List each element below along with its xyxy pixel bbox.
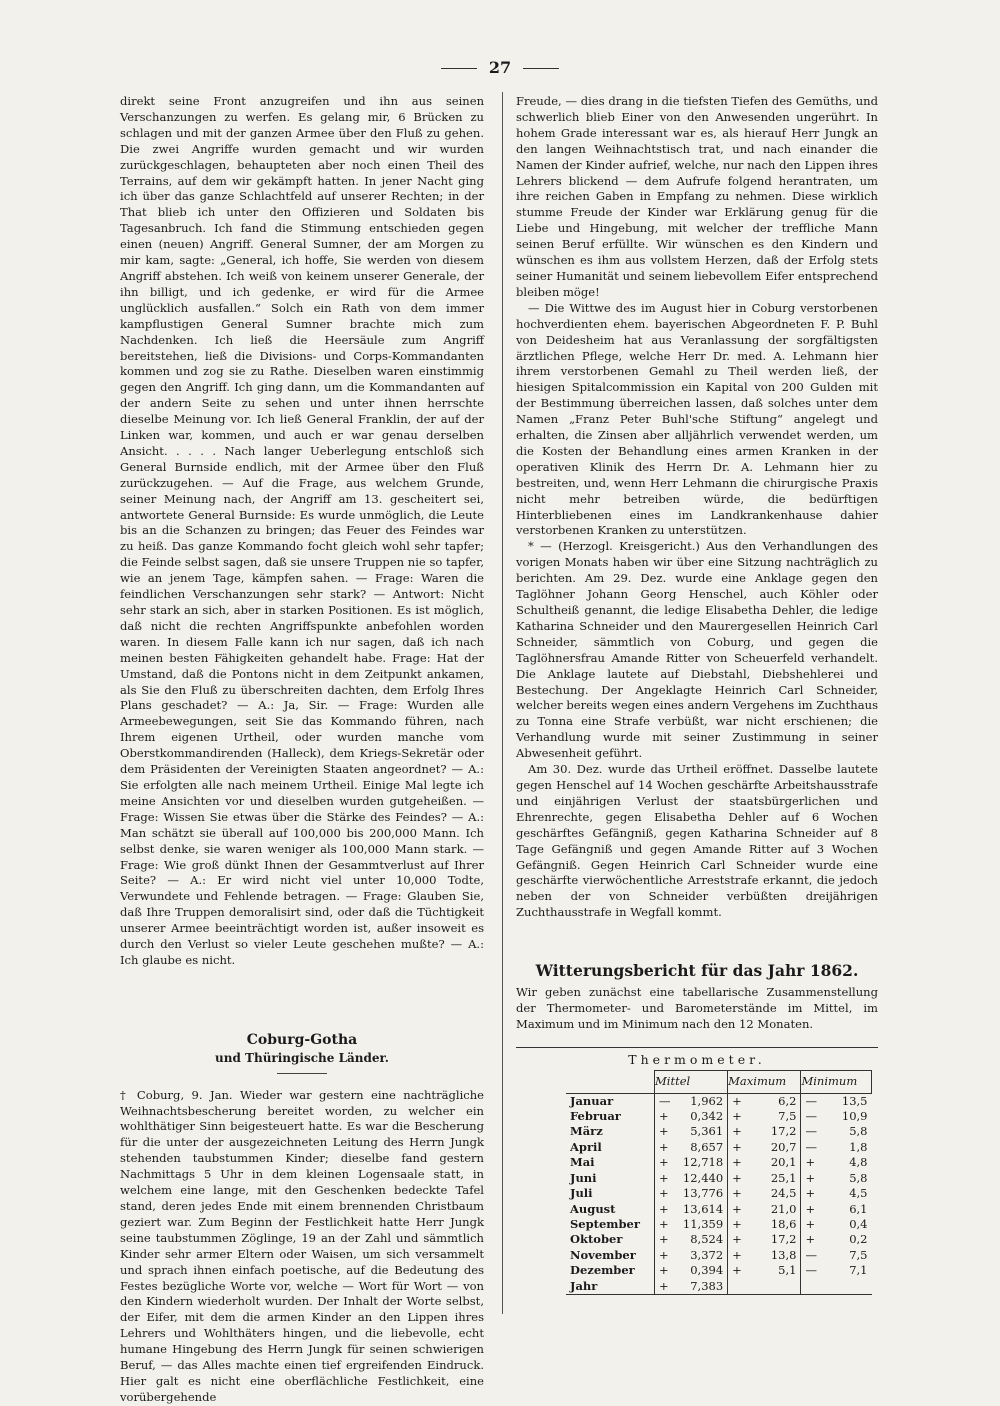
sign: + [805, 1155, 816, 1170]
thermometer-table [566, 1070, 872, 1295]
minimum-cell [801, 1124, 872, 1139]
sign: — [659, 1093, 671, 1108]
sign: + [659, 1263, 669, 1278]
minimum-cell [801, 1248, 872, 1263]
maximum-cell [728, 1248, 801, 1263]
minimum-cell [801, 1109, 872, 1124]
value: 13,8 [770, 1247, 797, 1262]
month-cell: Januar [570, 1093, 614, 1108]
value: 0,342 [690, 1109, 724, 1124]
month-cell: September [570, 1216, 640, 1231]
mittel-cell [655, 1124, 728, 1139]
court-verdict-article: Am 30. Dez. wurde das Urtheil eröffnet. Dasselbe lautete gegen Henschel auf 14 Wochen geschärfte Arbeitshausstrafe und einjährigen Verlust der staatsbürgerlichen und Ehrenrechte, gegen Elisabetha Dehler auf 6 Wochen geschärftes Gefängniß, gegen Katharina Schneider auf 8 Tage Gefängniß und gegen Amande Ritter auf 3 Wochen Gefängniß. Gegen Heinrich Carl Schneider wurde eine geschärfte vierwöchentliche Arreststrafe erkannt, die jedoch neben der von Schneider verbüßten dreijährigen Zuchthausstrafe in Wegfall kommt. [516, 762, 878, 920]
sign: + [732, 1170, 742, 1185]
minimum-cell [801, 1232, 872, 1247]
mittel-cell [655, 1155, 728, 1170]
sign: — [805, 1139, 817, 1154]
value: 6,1 [849, 1201, 868, 1216]
value: 3,372 [690, 1247, 724, 1262]
table-row [566, 1217, 872, 1232]
value: 21,0 [770, 1201, 797, 1216]
month-cell: Mai [570, 1155, 595, 1170]
mittel-cell [655, 1109, 728, 1124]
mittel-cell [655, 1279, 728, 1295]
sign: + [732, 1155, 742, 1170]
mittel-cell [655, 1186, 728, 1201]
section-subtitle: und Thüringische Länder. [120, 1051, 484, 1074]
sign: — [805, 1109, 817, 1124]
maximum-cell [728, 1279, 801, 1295]
maximum-cell [728, 1171, 801, 1186]
left-column [120, 94, 484, 1406]
value: 12,440 [682, 1170, 724, 1185]
sign: + [805, 1232, 816, 1247]
table-row [566, 1248, 872, 1263]
thermometer-heading: Thermometer. [516, 1047, 878, 1068]
value: 13,614 [682, 1201, 724, 1216]
minimum-cell [801, 1186, 872, 1201]
maximum-cell [728, 1202, 801, 1217]
maximum-cell [728, 1093, 801, 1109]
table-row [566, 1186, 872, 1201]
sign: — [805, 1247, 817, 1262]
minimum-cell [801, 1263, 872, 1278]
table-row [566, 1263, 872, 1278]
coburg-article-text: † Coburg, 9. Jan. Wieder war gestern eine nachträgliche Weihnachtsbescherung bereitet worden, zu welcher ein wohlthätiger Sinn beigesteuert hatte. Es war die Bescherung für die unter der ausgezeichneten Leitung des Herrn Jungk stehenden taubstummen Kinder; dieselbe fand gestern Nachmittags 5 Uhr in dem kleinen Logensaale statt, in welchem eine lange, mit den Geschenken bedeckte Tafel stand, deren jedes Ende mit einem brennenden Christbaum geziert war. Zum Beginn der Festlichkeit hatte Herr Jungk seine taubstummen Zöglinge, 19 an der Zahl und sämmtlich Kinder sehr armer Eltern oder Waisen, um sich versammelt und sprach ihnen einfach poetische, auf die Bedeutung des Festes bezügliche Worte vor, welche — Wort für Wort — von den Kindern wiederholt wurden. Der Inhalt der Worte selbst, der Eifer, mit dem die armen Kinder an den Lippen ihres Lehrers und Wohlthäters hingen, und die liebevolle, echt humane Hingebung des Herrn Jungk für seinen schwierigen Beruf, — das Alles machte einen tief ergreifenden Eindruck. Hier galt es nicht eine oberflächliche Festlichkeit, eine vorübergehende [120, 1087, 484, 1404]
month-cell: März [570, 1124, 603, 1139]
sign: + [659, 1155, 669, 1170]
maximum-cell [728, 1232, 801, 1247]
value: 12,718 [682, 1155, 724, 1170]
value: 5,361 [690, 1124, 724, 1139]
value: 7,5 [849, 1247, 868, 1262]
value: 17,2 [770, 1232, 797, 1247]
right-column [516, 94, 878, 1295]
minimum-cell [801, 1093, 872, 1109]
mittel-cell [655, 1202, 728, 1217]
sign: — [805, 1124, 817, 1139]
value: 10,9 [841, 1109, 868, 1124]
maximum-cell [728, 1155, 801, 1170]
value: 20,7 [770, 1139, 797, 1154]
buhl-foundation-article: — Die Wittwe des im August hier in Coburg verstorbenen hochverdienten ehem. bayerischen Abgeordneten F. P. Buhl von Deidesheim hat aus Veranlassung der sorgfältigsten ärztlichen Pflege, welche Herr Dr. med. A. Lehmann hier ihrem verstorbenen Gemahl zu Theil werden ließ, der hiesigen Spitalcommission ein Kapital von 200 Gulden mit der Bestimmung überreichen lassen, daß solches unter dem Namen „Franz Peter Buhl'sche Stiftung“ angelegt und erhalten, die Zinsen aber alljährlich verwendet werden, um die Kosten der Behandlung eines armen Kranken in der operativen Klinik des Herrn Dr. A. Lehmann hier zu bestreiten, und, wenn Herr Lehmann die chirurgische Praxis nicht mehr betreiben würde, die bedürftigen Hinterbliebenen eines im Landkrankenhause dahier verstorbenen Kranken zu unterstützen. [516, 300, 878, 538]
mittel-cell [655, 1263, 728, 1278]
table-row [566, 1155, 872, 1170]
sign: + [732, 1093, 742, 1108]
sign: + [805, 1170, 816, 1185]
sign: + [732, 1201, 742, 1216]
minimum-cell [801, 1217, 872, 1232]
sign: — [805, 1263, 817, 1278]
value: 0,4 [849, 1216, 868, 1231]
sign: + [659, 1109, 669, 1124]
value: 1,8 [849, 1139, 868, 1154]
month-cell: Jahr [566, 1279, 655, 1295]
minimum-cell [801, 1279, 872, 1295]
table-row [566, 1232, 872, 1247]
value: 5,8 [849, 1170, 868, 1185]
maximum-cell [728, 1263, 801, 1278]
value: 8,524 [690, 1232, 724, 1247]
value: 13,5 [841, 1093, 868, 1108]
value: 24,5 [770, 1186, 797, 1201]
sign: + [659, 1247, 669, 1262]
sign: + [732, 1247, 742, 1262]
maximum-cell [728, 1109, 801, 1124]
minimum-cell [801, 1155, 872, 1170]
value: 4,5 [849, 1186, 868, 1201]
sign: + [732, 1139, 742, 1154]
value: 0,2 [849, 1232, 868, 1247]
sign: + [732, 1263, 742, 1278]
sign: + [659, 1186, 669, 1201]
maximum-cell [728, 1140, 801, 1155]
value: 7,1 [849, 1263, 868, 1278]
sign: + [732, 1109, 742, 1124]
mittel-cell [655, 1171, 728, 1186]
sign: + [732, 1216, 742, 1231]
column-divider [502, 92, 503, 1314]
value: 6,2 [778, 1093, 797, 1108]
article-continuation: Freude, — dies drang in die tiefsten Tiefen des Gemüths, und schwerlich blieb Einer von den Anwesenden ungerührt. In hohem Grade interessant war es, als hierauf Herr Jungk an den langen Weihnachtstisch trat, und nach einander die Namen der Kinder aufrief, welche, nur nach den Lippen ihres Lehrers blickend — dem Aufrufe folgend herantraten, um ihre reichen Gaben in Empfang zu nehmen. Diese wirklich stumme Freude der Kinder war Erklärung genug für die Liebe und Hingebung, mit welcher der treffliche Mann seinen Beruf erfüllte. Wir wünschen es den Kindern und wünschen es ihm aus vollstem Herzen, daß der Erfolg stets seiner Humanität und seinem liebevollem Eifer entsprechend bleiben möge! [516, 94, 878, 299]
value: 0,394 [690, 1263, 724, 1278]
sign: + [659, 1124, 669, 1139]
court-report-article: * — (Herzogl. Kreisgericht.) Aus den Verhandlungen des vorigen Monats haben wir über eine Sitzung nachträglich zu berichten. Am 29. Dez. wurde eine Anklage gegen den Taglöhner Johann Georg Henschel, auch Köhler oder Schultheiß genannt, die ledige Elisabetha Dehler, die ledige Katharina Schneider und den Maurergesellen Heinrich Carl Schneider, sämmtlich von Coburg, und gegen die Taglöhnersfrau Amande Ritter von Scheuerfeld verhandelt. Die Anklage lautete auf Diebstahl, Diebshehlerei und Bestechung. Der Angeklagte Heinrich Carl Schneider, welcher bereits wegen eines andern Vergehens im Zuchthaus zu Tonna eine Strafe verbüßt, war nicht erschienen; die Verhandlung wurde mit seiner Zustimmung in seiner Abwesenheit geführt. [516, 539, 878, 761]
table-row [566, 1140, 872, 1155]
mittel-cell [655, 1248, 728, 1263]
table-row [566, 1202, 872, 1217]
value: 5,1 [778, 1263, 797, 1278]
mittel-cell [655, 1232, 728, 1247]
value: 20,1 [770, 1155, 797, 1170]
page-number: 27 [0, 58, 1000, 77]
value: 18,6 [770, 1216, 797, 1231]
sign: + [659, 1216, 669, 1231]
table-row [566, 1093, 872, 1109]
burnside-testimony-text: direkt seine Front anzugreifen und ihn aus seinen Verschanzungen zu werfen. Es gelang mir, 6 Brücken zu schlagen und mit der ganzen Armee über den Fluß zu gehen. Die zwei Angriffe wurden gemacht und wir wurden zurückgeschlagen, behaupteten aber noch einen Theil des Terrains, auf dem wir gekämpft hatten. In jener Nacht ging ich über das ganze Schlachtfeld auf unserer Rechten; in der That blieb ich unter den Offizieren und Soldaten bis Tagesanbruch. Ich fand die Stimmung entschieden gegen einen (neuen) Angriff. General Sumner, der am Morgen zu mir kam, sagte: „General, ich hoffe, Sie werden von diesem Angriff abstehen. Ich weiß von keinem unserer Generale, der ihn billigt, und ich gedenke, er wird für die Armee unglücklich ausfallen.“ Solch ein Rath von dem immer kampflustigen General Sumner brachte mich zum Nachdenken. Ich ließ die Heersäule zum Angriff bereitstehen, ließ die Divisions- und Corps-Kommandanten kommen und zog sie zu Rathe. Dieselben waren einstimmig gegen den Angriff. Ich ging dann, um die Kommandanten auf der andern Seite zu sehen und unter ihnen herrschte dieselbe Meinung vor. Ich ließ General Franklin, der auf der Linken war, kommen, und auch er war genau derselben Ansicht. . . . . Nach langer Ueberlegung entschloß sich General Burnside endlich, mit der Armee über den Fluß zurückzugehen. — Auf die Frage, aus welchem Grunde, seiner Meinung nach, der Angriff am 13. gescheitert sei, antwortete General Burnside: Es wurde unmöglich, die Leute bis an die Schanzen zu bringen; das Feuer des Feindes war zu heiß. Das ganze Kommando focht gleich wohl sehr tapfer; die Feinde selbst sagen, daß sie unsere Truppen nie so tapfer, wie an jenem Tage, kämpfen sahen. — Frage: Waren die feindlichen Verschanzungen sehr stark? — Antwort: Nicht sehr stark an sich, aber in starken Positionen. Es ist möglich, daß nicht die rechten Angriffspunkte anbefohlen worden waren. In diesem Falle kann ich nur sagen, daß ich nach meinen besten Fähigkeiten gehandelt habe. Frage: Hat der Umstand, daß die Pontons nicht in dem Zeitpunkt ankamen, als Sie den Fluß zu überschreiten dachten, dem Erfolg Ihres Plans geschadet? — A.: Ja, Sir. — Frage: Wurden alle Armeebewegungen, seit Sie das Kommando führen, nach Ihrem eigenen Urtheil, oder wurden manche vom Oberstkommandirenden (Halleck), dem Kriegs-Sekretär oder dem Präsidenten der Vereinigten Staaten angeordnet? — A.: Sie erfolgten alle nach meinem Urtheil. Einige Mal legte ich meine Ansichten vor und dieselben wurden gutgeheißen. — Frage: Wissen Sie etwas über die Stärke des Feindes? — A.: Man schätzt sie überall auf 100,000 bis 200,000 Mann. Ich selbst denke, sie waren weniger als 100,000 Mann stark. — Frage: Wie groß dünkt Ihnen der Gesammtverlust auf Ihrer Seite? — A.: Er wird nicht viel unter 10,000 Todte, Verwundete und Fehlende betragen. — Frage: Glauben Sie, daß Ihre Truppen demoralisirt sind, oder daß die Tüchtigkeit unserer Armee beeinträchtigt worden ist, außer insoweit es durch den Verlust so vieler Leute geschehen mußte? — A.: Ich glaube es nicht. [120, 94, 484, 967]
sign: + [659, 1201, 669, 1216]
thermometer-rows [566, 1093, 872, 1294]
sign: + [659, 1139, 669, 1154]
sign: + [732, 1186, 742, 1201]
sign: + [732, 1124, 742, 1139]
column-header-mittel: Mittel [655, 1070, 728, 1093]
maximum-cell [728, 1217, 801, 1232]
value: 4,8 [849, 1155, 868, 1170]
month-cell: Juli [570, 1186, 593, 1201]
mittel-cell [655, 1217, 728, 1232]
value: 17,2 [770, 1124, 797, 1139]
month-cell: Oktober [570, 1232, 623, 1247]
table-row [566, 1109, 872, 1124]
value: 11,359 [682, 1216, 724, 1231]
sign: + [659, 1278, 669, 1293]
value: 25,1 [770, 1170, 797, 1185]
minimum-cell [801, 1202, 872, 1217]
month-cell: Dezember [570, 1263, 635, 1278]
table-row [566, 1171, 872, 1186]
month-cell: Februar [570, 1109, 621, 1124]
minimum-cell [801, 1140, 872, 1155]
minimum-cell [801, 1171, 872, 1186]
value: 13,776 [682, 1186, 724, 1201]
sign: + [659, 1170, 669, 1185]
month-cell: April [570, 1139, 602, 1154]
sign: + [732, 1232, 742, 1247]
mittel-cell [655, 1093, 728, 1109]
section-title: Coburg-Gotha [246, 1031, 358, 1048]
month-cell: November [570, 1247, 636, 1262]
maximum-cell [728, 1124, 801, 1139]
column-header-maximum: Maximum [728, 1070, 801, 1093]
sign: + [805, 1216, 816, 1231]
mittel-cell [655, 1140, 728, 1155]
sign: + [659, 1232, 669, 1247]
maximum-cell [728, 1186, 801, 1201]
weather-report-title: Witterungsbericht für das Jahr 1862. [535, 961, 859, 981]
weather-report-intro: Wir geben zunächst eine tabellarische Zusammenstellung der Thermometer- und Barometerstände im Mittel, im Maximum und im Minimum nach den 12 Monaten. [516, 985, 878, 1031]
sign: — [805, 1093, 817, 1108]
value: 7,5 [778, 1109, 797, 1124]
sign: + [805, 1186, 816, 1201]
column-header-minimum: Minimum [801, 1070, 872, 1093]
value: 5,8 [849, 1124, 868, 1139]
month-cell: Juni [570, 1170, 597, 1185]
table-row [566, 1279, 872, 1295]
month-cell: August [570, 1201, 616, 1216]
sign: + [805, 1201, 816, 1216]
table-row [566, 1124, 872, 1139]
value: 1,962 [690, 1093, 724, 1108]
table-corner [566, 1070, 655, 1093]
value: 7,383 [690, 1278, 724, 1293]
value: 8,657 [690, 1139, 724, 1154]
